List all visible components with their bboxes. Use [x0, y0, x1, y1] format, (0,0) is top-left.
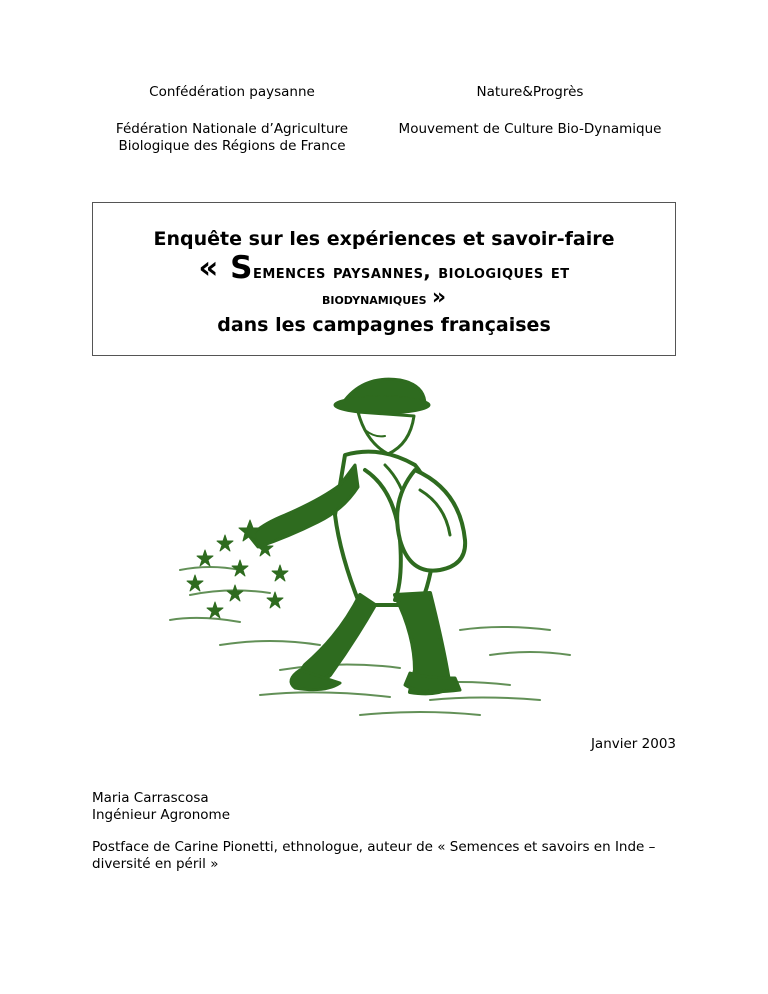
sower-illustration [160, 370, 600, 730]
title-line-3 [93, 287, 675, 310]
organization-federation-line1: Fédération Nationale d’Agriculture [115, 121, 349, 137]
postface-note [92, 839, 682, 873]
author-title: Ingénieur Agronome [92, 807, 231, 823]
postface-line2: diversité en péril » [92, 856, 219, 872]
title-line-4: dans les campagnes françaises [217, 314, 551, 336]
title-line-2-rest: emences paysannes, biologiques et [252, 261, 570, 283]
organization-federation [92, 121, 372, 155]
organization-federation-line2: Biologique des Régions de France [118, 138, 346, 154]
title-box [92, 202, 676, 356]
title-line-3-text: biodynamiques [321, 290, 427, 308]
organization-mouvement: Mouvement de Culture Bio-Dynamique [398, 121, 662, 137]
title-line-3-close: » [431, 285, 447, 310]
publication-date: Janvier 2003 [590, 736, 676, 752]
organization-confederation: Confédération paysanne [149, 84, 315, 100]
organization-nature-progres: Nature&Progrès [476, 84, 584, 100]
author-name: Maria Carrascosa [92, 790, 209, 806]
title-line-1: Enquête sur les expériences et savoir-faire [153, 228, 615, 250]
title-line-2 [93, 248, 675, 292]
postface-line1: Postface de Carine Pionetti, ethnologue, auteur de « Semences et savoirs en Inde – [92, 839, 656, 855]
title-line-2-open: « S [198, 250, 253, 286]
author-block [92, 790, 230, 824]
